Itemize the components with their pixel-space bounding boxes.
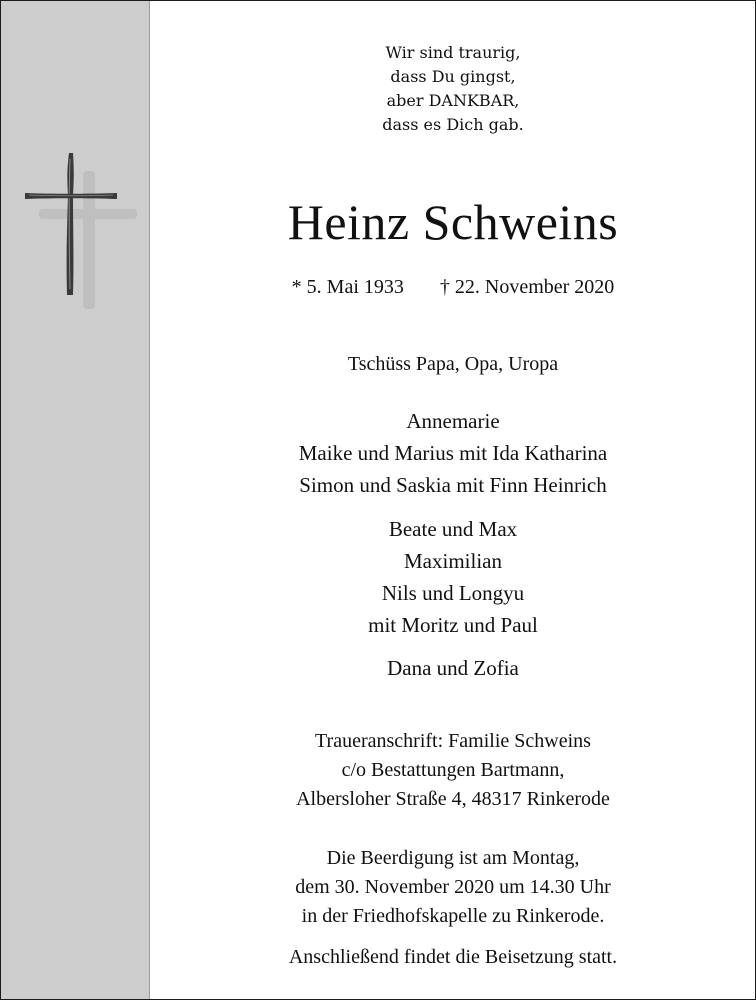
funeral-line: in der Friedhofskapelle zu Rinkerode. <box>301 905 605 927</box>
mourner-line: Simon und Saskia mit Finn Heinrich <box>299 473 607 497</box>
decorative-side-band <box>1 1 150 999</box>
motto-line: dass es Dich gab. <box>382 115 524 134</box>
notice-content <box>151 1 755 999</box>
mourner-line: Maximilian <box>404 549 502 573</box>
mourner-line: mit Moritz und Paul <box>368 613 538 637</box>
funeral-line: dem 30. November 2020 um 14.30 Uhr <box>295 876 611 898</box>
deceased-name: Heinz Schweins <box>287 194 619 250</box>
death-date: † 22. November 2020 <box>439 276 615 298</box>
cross-shadow <box>39 171 137 309</box>
birth-date: * 5. Mai 1933 <box>291 276 404 298</box>
motto-line: Wir sind traurig, <box>385 43 521 62</box>
mourner-line: Maike und Marius mit Ida Katharina <box>298 441 608 465</box>
mourner-line: Dana und Zofia <box>387 656 519 680</box>
funeral-line: Die Beerdigung ist am Montag, <box>326 847 580 869</box>
address-line: c/o Bestattungen Bartmann, <box>341 759 565 781</box>
motto-line: dass Du gingst, <box>390 67 516 86</box>
burial-note: Anschließend findet die Beisetzung statt. <box>288 946 618 968</box>
cross-icon <box>19 149 139 309</box>
mourner-line: Beate und Max <box>388 517 518 541</box>
address-line: Traueranschrift: Familie Schweins <box>315 730 591 752</box>
mourner-line: Annemarie <box>406 409 500 433</box>
motto-line: aber DANKBAR, <box>386 91 520 110</box>
life-dates <box>151 276 755 299</box>
farewell-line: Tschüss Papa, Opa, Uropa <box>347 353 559 375</box>
cross-metal <box>25 153 117 295</box>
mourner-line: Nils und Longyu <box>381 581 525 605</box>
address-line: Albersloher Straße 4, 48317 Rinkerode <box>296 788 610 810</box>
